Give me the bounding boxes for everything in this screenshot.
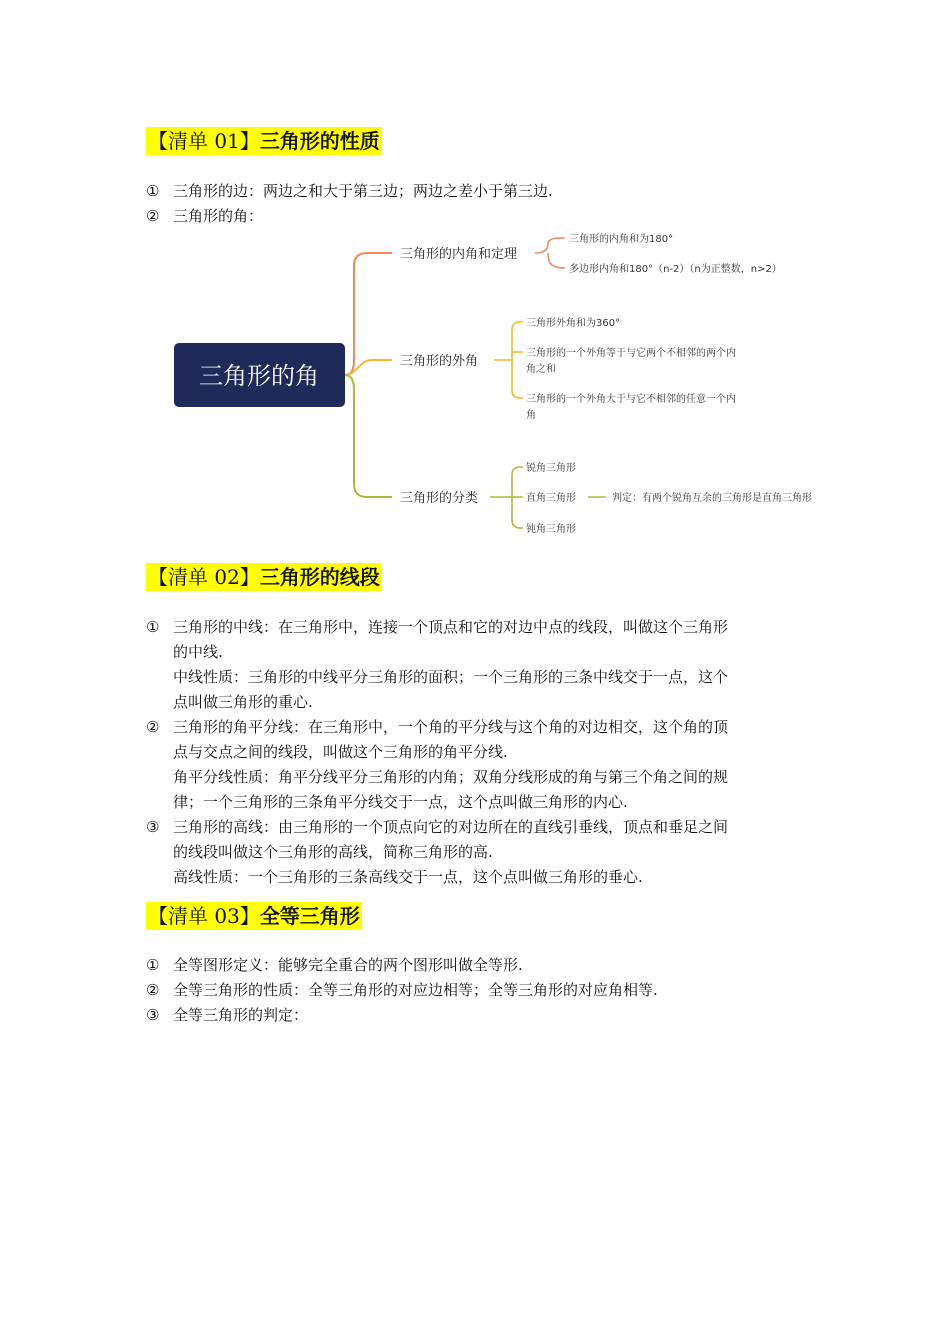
branch-3-leaf-1: 锐角三角形 xyxy=(526,463,576,474)
item-text: 全等图形定义：能够完全重合的两个图形叫做全等形. xyxy=(173,956,523,974)
section-2-heading-title: 三角形的线段 xyxy=(259,565,380,589)
branch-2-leaf-1: 三角形外角和为360° xyxy=(526,318,621,329)
branch-2-leaf-3: 三角形的一个外角大于与它不相邻的任意一个内 xyxy=(526,394,736,405)
branch-1-leaf-2: 多边形内角和180°（n-2）（n为正整数，n>2） xyxy=(569,264,782,275)
section-2-heading xyxy=(146,563,382,591)
item-line: 点与交点之间的线段，叫做这个三角形的角平分线. xyxy=(173,743,508,761)
branch-2-leaf-2-cont: 角之和 xyxy=(526,364,556,375)
branch-1-label: 三角形的内角和定理 xyxy=(400,247,518,262)
branch-3-note: 判定：有两个锐角互余的三角形是直角三角形 xyxy=(612,493,812,504)
item-line: 点叫做三角形的重心. xyxy=(173,693,313,711)
section-2-item-2 xyxy=(146,715,811,815)
branch-2-leaf-2: 三角形的一个外角等于与它两个不相邻的两个内 xyxy=(526,348,736,359)
section-3-heading xyxy=(146,902,362,930)
section-2-item-3 xyxy=(146,815,811,890)
item-line: 的线段叫做这个三角形的高线，简称三角形的高. xyxy=(173,843,493,861)
branch-1-leaf-1: 三角形的内角和为180° xyxy=(569,234,674,245)
item-line: 角平分线性质：角平分线平分三角形的内角；双角分线形成的角与第三个角之间的规 xyxy=(173,768,729,786)
branch-3-leaf-2: 直角三角形 xyxy=(526,493,576,504)
item-line: 中线性质：三角形的中线平分三角形的面积；一个三角形的三条中线交于一点，这个 xyxy=(173,668,729,686)
item-line: 三角形的中线：在三角形中，连接一个顶点和它的对边中点的线段，叫做这个三角形 xyxy=(173,618,729,636)
item-text: 全等三角形的性质：全等三角形的对应边相等；全等三角形的对应角相等. xyxy=(173,981,658,999)
item-text: 三角形的边：两边之和大于第三边；两边之差小于第三边. xyxy=(173,182,553,200)
section-3-item-3 xyxy=(146,1003,811,1028)
item-line: 律；一个三角形的三条角平分线交于一点，这个点叫做三角形的内心. xyxy=(173,793,628,811)
item-number: ① xyxy=(146,182,160,200)
item-text: 三角形的角： xyxy=(173,207,264,225)
item-number: ② xyxy=(146,207,160,225)
branch-3-label: 三角形的分类 xyxy=(400,491,479,506)
branch-2-connector xyxy=(494,322,523,398)
item-line: 高线性质：一个三角形的三条高线交于一点，这个点叫做三角形的垂心. xyxy=(173,868,643,886)
section-3-item-1 xyxy=(146,953,811,978)
branch-2-leaf-3-cont: 角 xyxy=(526,410,536,421)
item-line: 三角形的角平分线：在三角形中，一个角的平分线与这个角的对边相交，这个角的顶 xyxy=(173,718,729,736)
connector-branch-1 xyxy=(345,253,392,375)
connector-branch-2 xyxy=(345,360,392,375)
branch-3-connector xyxy=(490,467,523,528)
section-2-heading-bracket: 【清单 02】 xyxy=(148,565,260,589)
item-text: 全等三角形的判定： xyxy=(173,1006,309,1024)
item-line: 三角形的高线：由三角形的一个顶点向它的对边所在的直线引垂线，顶点和垂足之间 xyxy=(173,818,729,836)
mindmap-root-label: 三角形的角 xyxy=(199,362,319,390)
section-3-item-2 xyxy=(146,978,811,1003)
item-number: ③ xyxy=(146,818,160,836)
item-number: ② xyxy=(146,718,160,736)
section-3-heading-title: 全等三角形 xyxy=(259,904,360,928)
section-2-item-1 xyxy=(146,615,811,715)
branch-1-connector xyxy=(535,238,565,268)
connector-branch-3 xyxy=(345,375,392,497)
section-3-heading-bracket: 【清单 03】 xyxy=(148,904,260,928)
branch-3-leaf-3: 钝角三角形 xyxy=(526,524,576,535)
item-number: ③ xyxy=(146,1006,160,1024)
item-line: 的中线. xyxy=(173,643,223,661)
item-number: ② xyxy=(146,981,160,999)
branch-2-label: 三角形的外角 xyxy=(400,354,479,369)
section-1-heading-bracket: 【清单 01】 xyxy=(148,129,260,153)
section-1-heading-title: 三角形的性质 xyxy=(259,129,380,153)
mindmap-diagram xyxy=(0,0,950,560)
item-number: ① xyxy=(146,956,160,974)
item-number: ① xyxy=(146,618,160,636)
